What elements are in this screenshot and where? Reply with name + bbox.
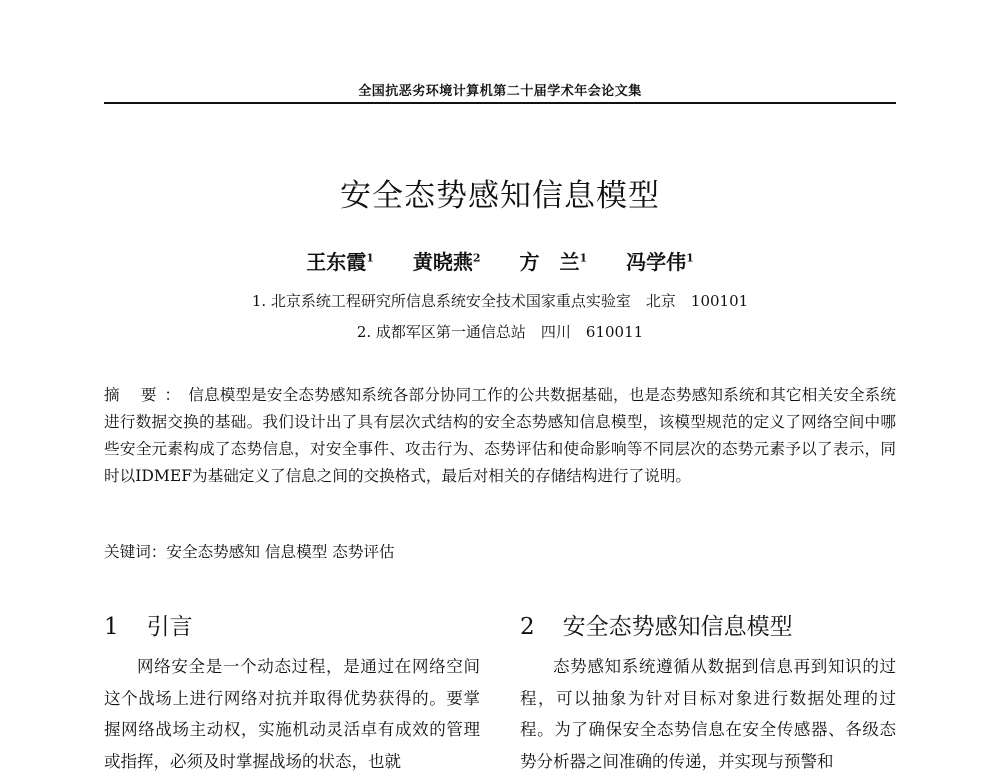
section-1-body: 网络安全是一个动态过程，是通过在网络空间这个战场上进行网络对抗并取得优势获得的。要掌握网络战场主动权，实施机动灵活卓有成效的管理或指挥，必须及时掌握战场的状态，也就 <box>104 657 480 771</box>
keywords <box>104 540 896 562</box>
author-affiliation-mark: 2 <box>472 251 481 265</box>
header-rule <box>104 102 896 104</box>
author <box>626 246 694 275</box>
abstract-label: 摘 要： <box>104 386 189 404</box>
running-header: 全国抗恶劣环境计算机第二十届学术年会论文集 <box>358 84 642 99</box>
author <box>519 246 587 275</box>
author-name: 黄晓燕 <box>412 250 473 274</box>
author-name: 冯学伟 <box>626 250 687 274</box>
affiliation-2: 2. 成都军区第一通信总站 四川 610011 <box>356 323 644 341</box>
abstract-text: 信息模型是安全态势感知系统各部分协同工作的公共数据基础，也是态势感知系统和其它相关安全系统进行数据交换的基础。我们设计出了具有层次式结构的安全态势感知信息模型，该模型规范的定义了网络空间中哪些安全元素构成了态势信息，对安全事件、攻击行为、态势评估和使命影响等不同层次的态势元素予以了表示，同时以IDMEF为基础定义了信息之间的交换格式，最后对相关的存储结构进行了说明。 <box>104 386 896 485</box>
keywords-label: 关键词： <box>104 543 167 561</box>
section-title: 引言 <box>146 614 193 640</box>
section-heading-info-model <box>520 608 793 641</box>
affiliation-1: 1. 北京系统工程研究所信息系统安全技术国家重点实验室 北京 100101 <box>251 292 749 310</box>
section-2-body: 态势感知系统遵循从数据到信息再到知识的过程，可以抽象为针对目标对象进行数据处理的过程。为了确保安全态势信息在安全传感器、各级态势分析器之间准确的传递，并实现与预警和 <box>520 657 896 771</box>
abstract <box>104 382 896 490</box>
author-name: 方 兰 <box>519 250 580 274</box>
author <box>413 246 481 275</box>
author-affiliation-mark: 1 <box>579 251 588 265</box>
section-number: 1 <box>104 614 119 640</box>
author-list <box>0 246 1000 275</box>
keywords-text: 安全态势感知 信息模型 态势评估 <box>166 543 395 561</box>
author-name: 王东霞 <box>306 250 367 274</box>
section-number: 2 <box>520 614 535 640</box>
section-title: 安全态势感知信息模型 <box>562 614 793 640</box>
paper-title: 安全态势感知信息模型 <box>340 178 660 214</box>
author-affiliation-mark: 1 <box>366 251 374 265</box>
section-heading-introduction <box>104 608 193 641</box>
author <box>306 246 374 275</box>
author-affiliation-mark: 1 <box>686 251 694 265</box>
